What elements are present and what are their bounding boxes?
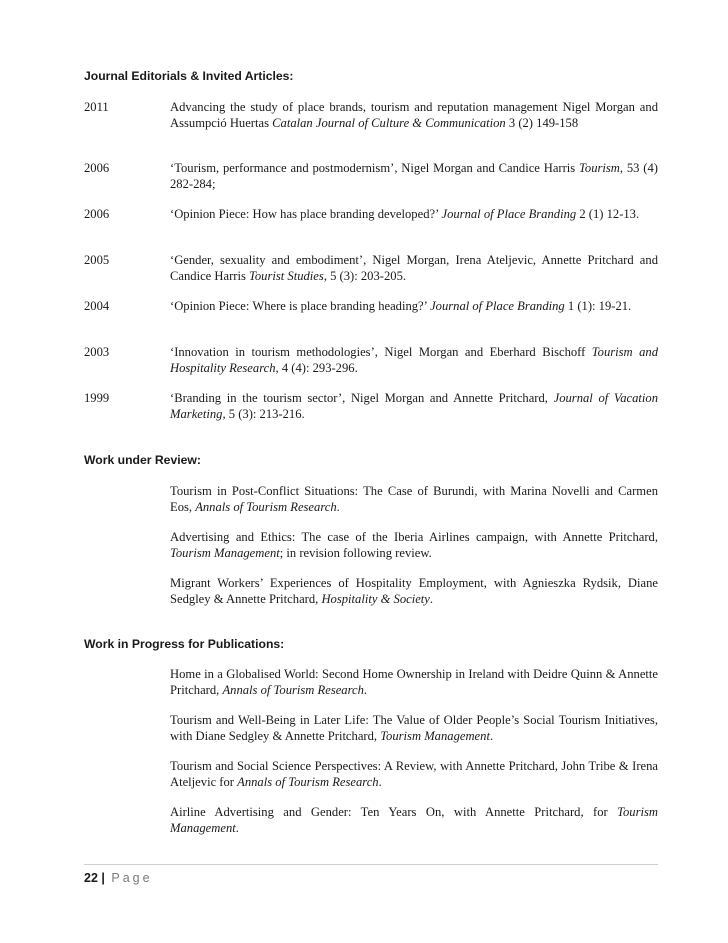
entry-year: 2005 [84,253,110,267]
entry-citation: ‘Tourism, performance and postmodernism’, Nigel Morgan and Candice Harris Tourism, 53 (4) 282-284; [170,161,658,191]
journal-entry [84,99,658,131]
page-number: 22 [84,871,98,885]
journal-title: Catalan Journal of Culture & Communication [272,116,506,130]
journal-title: Journal of Place Branding [441,207,577,221]
entry-year: 2004 [84,299,110,313]
journal-title: Tourism and Hospitality Research, [170,345,658,375]
entry-citation: Advancing the study of place brands, tourism and reputation management Nigel Morgan and Assumpció Huertas Catalan Journal of Culture & Communication 3 (2) 149-158 [170,100,658,130]
review-item: Tourism in Post-Conflict Situations: The Case of Burundi, with Marina Novelli and Carmen Eos, Annals of Tourism Research. [170,484,658,514]
journal-title: Tourism Management [170,805,658,835]
page-footer [84,870,153,886]
journal-entry [84,390,658,422]
journal-title: Journal of Place Branding [430,299,565,313]
entry-year: 2011 [84,100,109,114]
heading-journal-editorials: Journal Editorials & Invited Articles: [84,69,294,83]
journal-title: Journal of Vacation Marketing, [170,391,658,421]
journal-entry [84,252,658,284]
journal-title: Tourism Management [170,546,280,560]
entry-year: 2006 [84,207,110,221]
entry-citation: ‘Opinion Piece: How has place branding developed?’ Journal of Place Branding 2 (1) 12-13. [170,207,640,221]
entry-year: 2003 [84,345,110,359]
journal-title: Tourist Studies [249,269,324,283]
review-item: Migrant Workers’ Experiences of Hospitality Employment, with Agnieszka Rydsik, Diane Sedgley & Annette Pritchard, Hospitality & Society. [170,576,658,606]
progress-item: Tourism and Social Science Perspectives: A Review, with Annette Pritchard, John Tribe & Irena Ateljevic for Annals of Tourism Research. [170,759,658,789]
journal-title: Annals of Tourism Research [237,775,379,789]
entry-year: 2006 [84,161,110,175]
progress-item: Home in a Globalised World: Second Home Ownership in Ireland with Deidre Quinn & Annette Pritchard, Annals of Tourism Research. [170,667,658,697]
footer-divider [84,864,658,865]
entry-citation: ‘Innovation in tourism methodologies’, Nigel Morgan and Eberhard Bischoff Tourism and Hospitality Research, 4 (4): 293-296. [170,345,658,375]
page-label: Page [111,871,153,885]
heading-work-under-review: Work under Review: [84,453,201,467]
entry-citation: ‘Opinion Piece: Where is place branding heading?’ Journal of Place Branding 1 (1): 19-21. [170,299,632,313]
footer-separator: | [101,871,105,885]
review-item: Advertising and Ethics: The case of the Iberia Airlines campaign, with Annette Pritchard, Tourism Management; in revision following review. [170,530,658,560]
heading-work-in-progress: Work in Progress for Publications: [84,637,285,651]
entry-citation: ‘Branding in the tourism sector’, Nigel Morgan and Annette Pritchard, Journal of Vacation Marketing, 5 (3): 213-216. [170,391,658,421]
journal-entry [84,344,658,376]
journal-title: Tourism Management [380,729,490,743]
journal-entry [84,160,658,192]
entry-year: 1999 [84,391,110,405]
journal-title: Annals of Tourism Research [222,683,364,697]
journal-title: Hospitality & Society [321,592,430,606]
journal-title: Tourism [579,161,620,175]
progress-item: Tourism and Well-Being in Later Life: The Value of Older People’s Social Tourism Initiatives, with Diane Sedgley & Annette Pritchard, Tourism Management. [170,713,658,743]
journal-title: Annals of Tourism Research [195,500,337,514]
journal-entry [84,206,658,222]
progress-item: Airline Advertising and Gender: Ten Years On, with Annette Pritchard, for Tourism Management. [170,805,658,835]
entry-citation: ‘Gender, sexuality and embodiment’, Nigel Morgan, Irena Ateljevic, Annette Pritchard and Candice Harris Tourist Studies, 5 (3): 203-205. [170,253,658,283]
journal-entry [84,298,658,314]
